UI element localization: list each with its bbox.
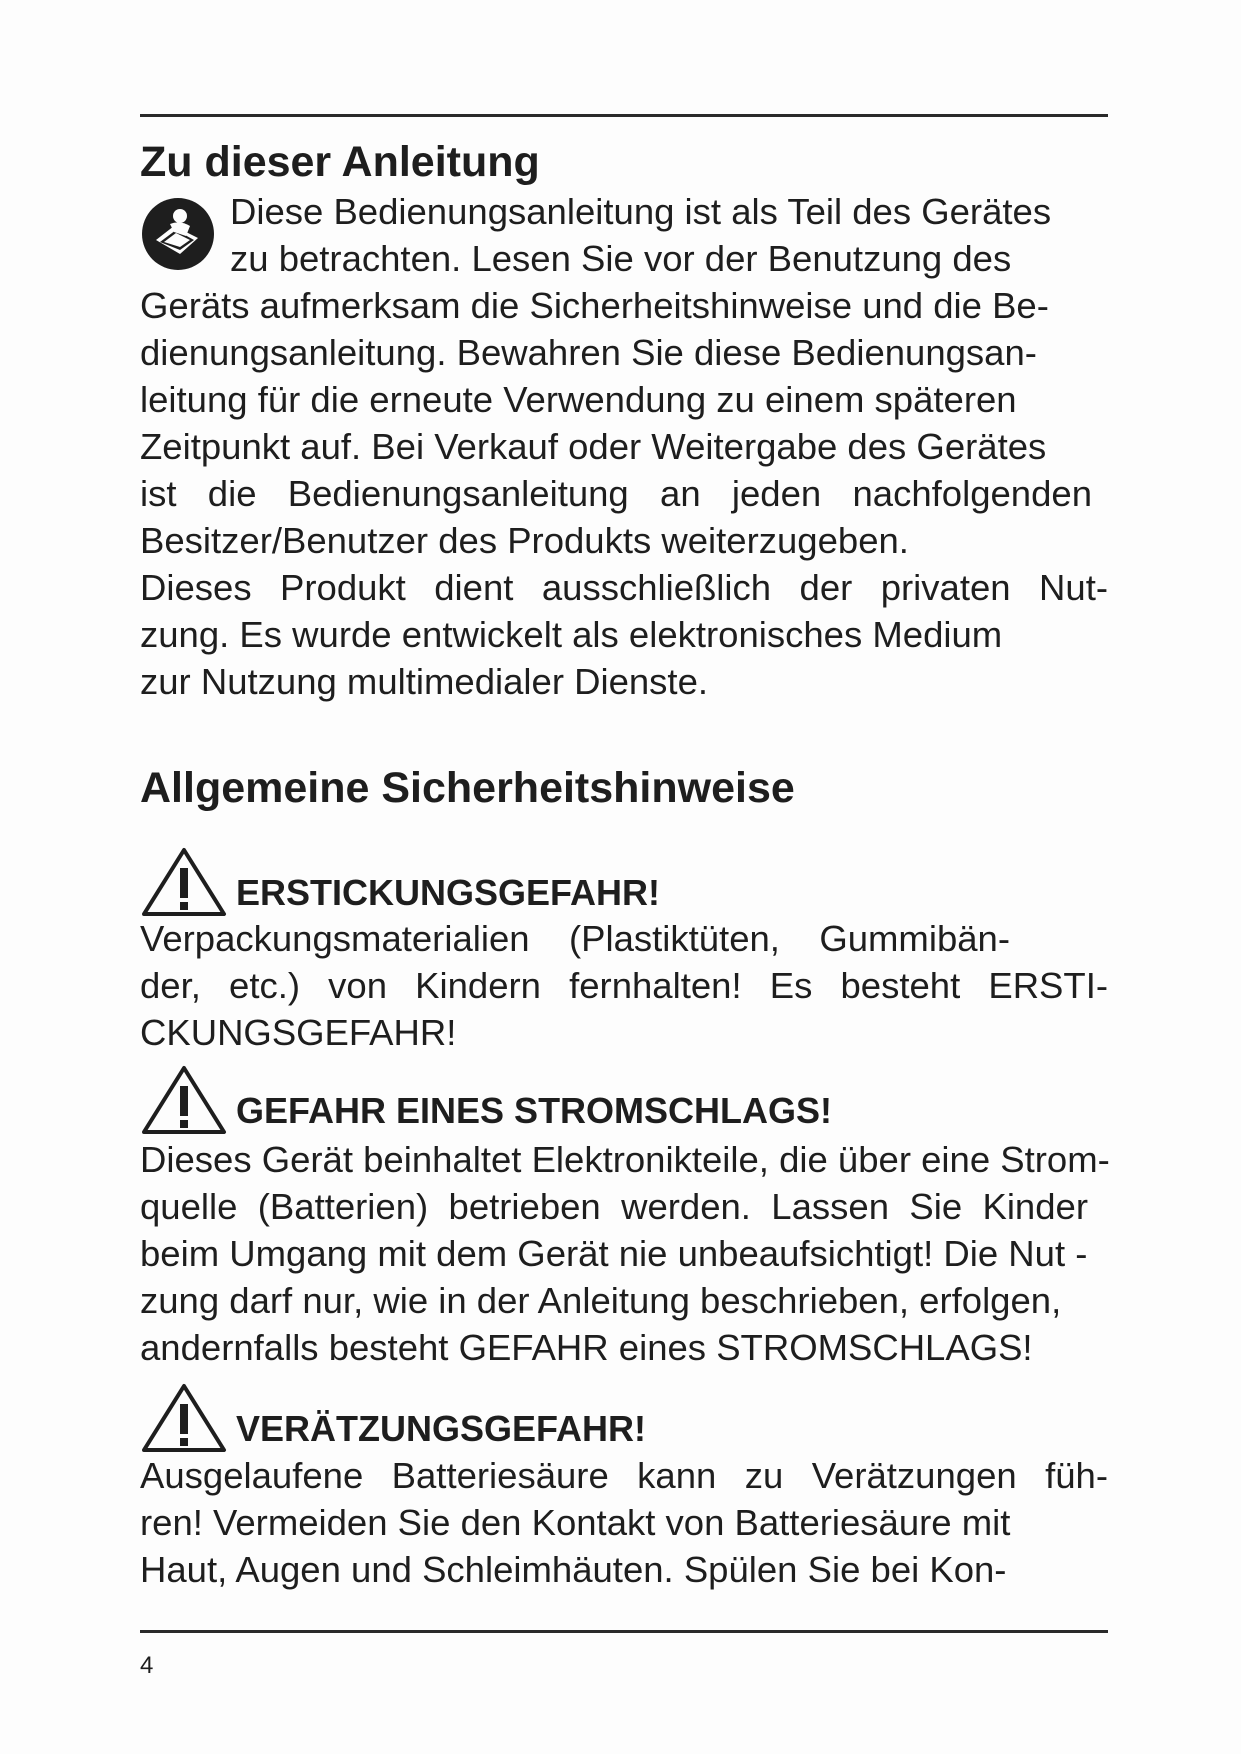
warning-text-electric-shock <box>140 1136 1108 1371</box>
about-manual-paragraph <box>140 282 1108 705</box>
warning-title-suffocation: ERSTICKUNGSGEFAHR! <box>236 872 661 913</box>
text-line: Dieses Gerät beinhaltet Elektronikteile, die über eine Strom- <box>140 1139 1110 1180</box>
intro-paragraph <box>230 188 1108 282</box>
text-line: leitung für die erneute Verwendung zu einem späteren <box>140 379 1017 420</box>
text-line: andernfalls besteht GEFAHR eines STROMSCHLAGS! <box>140 1327 1033 1368</box>
read-manual-icon <box>140 196 216 272</box>
text-line: Besitzer/Benutzer des Produkts weiterzugeben. <box>140 520 909 561</box>
warning-triangle-icon <box>140 1064 228 1136</box>
text-line: beim Umgang mit dem Gerät nie unbeaufsichtigt! Die Nut - <box>140 1233 1088 1274</box>
text-line: quelle (Batterien) betrieben werden. Lassen Sie Kinder <box>140 1186 1088 1227</box>
warning-triangle-icon <box>140 846 228 918</box>
text-line: dienungsanleitung. Bewahren Sie diese Bedienungsan- <box>140 332 1037 373</box>
text-line: zung. Es wurde entwickelt als elektronisches Medium <box>140 614 1003 655</box>
section-heading-safety: Allgemeine Sicherheitshinweise <box>140 764 795 812</box>
warning-title-corrosion: VERÄTZUNGSGEFAHR! <box>236 1408 647 1449</box>
warning-title-electric-shock: GEFAHR EINES STROMSCHLAGS! <box>236 1090 833 1131</box>
top-rule <box>140 114 1108 117</box>
text-line: der, etc.) von Kindern fernhalten! Es besteht ERSTI- <box>140 965 1108 1006</box>
text-line: Ausgelaufene Batteriesäure kann zu Verätzungen füh- <box>140 1455 1108 1496</box>
text-line: Geräts aufmerksam die Sicherheitshinweise und die Be- <box>140 285 1049 326</box>
section-heading-about-manual: Zu dieser Anleitung <box>140 138 540 186</box>
warning-text-suffocation <box>140 915 1108 1056</box>
text-line: CKUNGSGEFAHR! <box>140 1012 457 1053</box>
page-number: 4 <box>140 1652 154 1679</box>
warning-triangle-icon <box>140 1382 228 1454</box>
warning-text-corrosion <box>140 1452 1108 1593</box>
text-line: ist die Bedienungsanleitung an jeden nachfolgenden <box>140 473 1092 514</box>
text-line: ren! Vermeiden Sie den Kontakt von Batteriesäure mit <box>140 1502 1011 1543</box>
text-line: zung darf nur, wie in der Anleitung beschrieben, erfolgen, <box>140 1280 1062 1321</box>
text-line: Zeitpunkt auf. Bei Verkauf oder Weitergabe des Gerätes <box>140 426 1047 467</box>
text-line: Haut, Augen und Schleimhäuten. Spülen Sie bei Kon- <box>140 1549 1007 1590</box>
text-line: Diese Bedienungsanleitung ist als Teil des Gerätes <box>230 191 1052 232</box>
text-line: Dieses Produkt dient ausschließlich der privaten Nut- <box>140 567 1108 608</box>
bottom-rule <box>140 1630 1108 1633</box>
text-line: zu betrachten. Lesen Sie vor der Benutzung des <box>230 238 1012 279</box>
text-line: Verpackungsmaterialien (Plastiktüten, Gummibän- <box>140 918 1010 959</box>
text-line: zur Nutzung multimedialer Dienste. <box>140 661 709 702</box>
